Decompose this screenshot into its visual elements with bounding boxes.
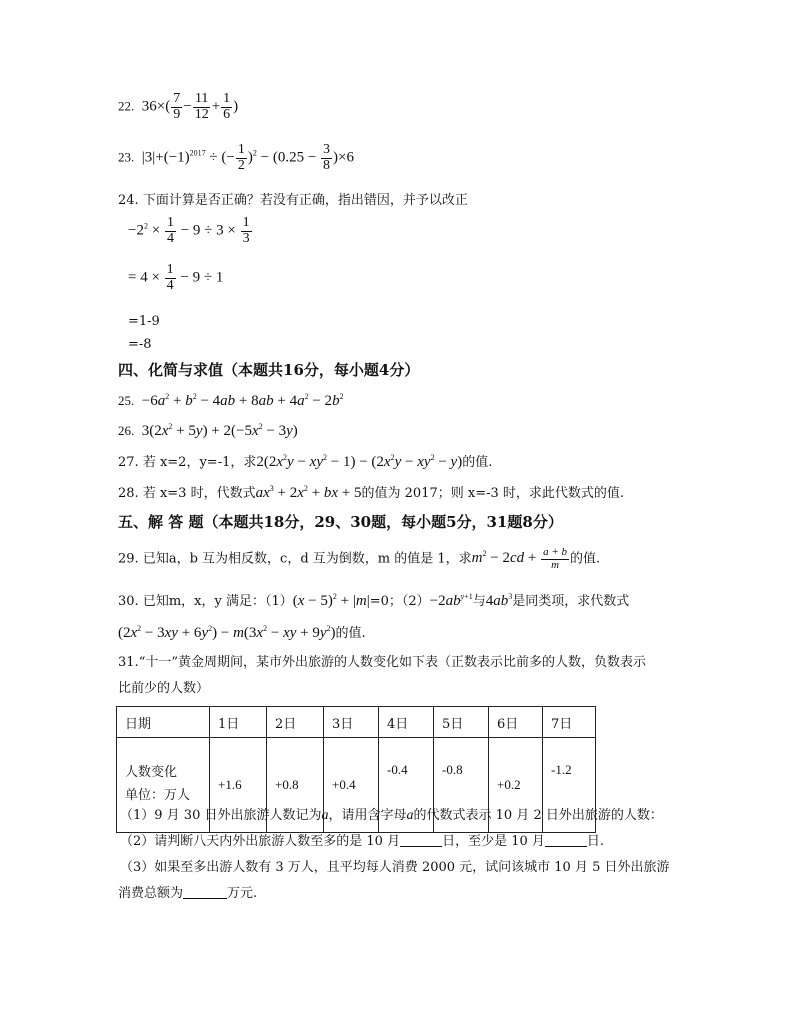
question-30-line-1: 30. 已知m，x，y 满足：$(1)(x - 5)^2 + |m|=0$；$(2)-2ab^{y+1}$与$4ab^3$是同类项，求代数式 bbox=[118, 592, 630, 609]
question-29: 29. 已知a，b 互为相反数，c，d 互为倒数，m 的值是 1，求$m^2 - 2cd$ + $\frac{a + b}{m}$ 的值. bbox=[118, 546, 601, 571]
question-number: 27. bbox=[118, 455, 139, 470]
question-number: 30. bbox=[118, 594, 139, 609]
question-31-part-1: （1）9 月 30 日外出旅游人数记为a，请用含字母a的代数式表示 10 月 2 日外出旅游的人数： bbox=[120, 808, 663, 823]
table-cell: +1.6 bbox=[210, 738, 267, 833]
table-header-cell: 4日 bbox=[379, 707, 434, 738]
question-number: 25. bbox=[118, 393, 135, 408]
calc-step-3: =1-9 bbox=[128, 314, 160, 329]
question-28: 28. 若 x=3 时，代数式$ax^3 + 2x^2$ + bx + 5的值为 2017；则 x=-3 时，求此代数式的值. bbox=[118, 484, 625, 501]
table-cell: +0.4 bbox=[324, 738, 379, 833]
question-26: 26. $3(2x^2 + 5y) + 2(-5x^2 - 3y)$ bbox=[118, 422, 298, 439]
question-22: 22. 36×( $\frac{7}{9}$ − $\frac{11}{12}$ + $\frac{1}{6}$ ) bbox=[118, 91, 239, 122]
table-cell: -0.8 bbox=[434, 738, 489, 833]
question-number: 26. bbox=[118, 423, 135, 438]
question-number: 29. bbox=[118, 551, 139, 567]
question-31-part-3-line-2: 消费总额为 万元. bbox=[118, 886, 258, 901]
calc-step-1: $-2^2$ × $\frac{1}{4}$ − 9 ÷ 3 × $\frac{1}{3}$ bbox=[128, 215, 250, 246]
table-cell: +0.8 bbox=[267, 738, 324, 833]
section-heading-5: 五、解 答 题（本题共18分，29、30题，每小题5分，31题8分） bbox=[118, 513, 563, 531]
question-24 bbox=[118, 193, 468, 209]
question-31-part-2: （2）请判断八天内外出旅游人数至多的是 10 月 日，至少是 10 月 日. bbox=[120, 834, 605, 849]
table-header-cell: 日期 bbox=[117, 707, 210, 738]
question-31-line-2: 比前少的人数） bbox=[118, 681, 210, 696]
question-27: 27. 若 x=2，y=-1，求$2(2x^2y - xy^2 - 1) - (2x^2y - xy^2 - y)$的值. bbox=[118, 453, 493, 470]
table-cell: -1.2 bbox=[543, 738, 596, 833]
question-number: 22. bbox=[118, 98, 135, 114]
question-23: 23. $|3|+(-1)^{2017}$ ÷ (− $\frac{1}{2}$ )$^2$ − (0.25 − $\frac{3}{8}$ )×6 bbox=[118, 142, 354, 173]
question-31-part-3: （3）如果至多出游人数有 3 万人，且平均每人消费 2000 元，试问该城市 10 月 5 日外出旅游 bbox=[120, 860, 670, 875]
table-row-label: 人数变化 单位：万人 bbox=[117, 738, 210, 833]
section-heading-4: 四、化简与求值（本题共16分，每小题4分） bbox=[118, 361, 420, 379]
question-text: 下面计算是否正确？若没有正确，指出错因，并予以改正 bbox=[142, 193, 468, 208]
question-number: 28. bbox=[118, 486, 139, 501]
table-row bbox=[117, 707, 596, 738]
table-header-cell: 5日 bbox=[434, 707, 489, 738]
question-25: 25. $-6a^2 + b^2 - 4ab + 8ab + 4a^2 - 2b^2$ bbox=[118, 392, 344, 409]
question-number: 23. bbox=[118, 149, 135, 165]
table-cell: +0.2 bbox=[489, 738, 543, 833]
table-header-cell: 2日 bbox=[267, 707, 324, 738]
question-30-line-2: $(2x^2 - 3xy + 6y^2) - m(3x^2$ − xy + $9y^2$)的值. bbox=[118, 624, 366, 641]
answer-blank[interactable] bbox=[400, 834, 442, 847]
table-header-cell: 3日 bbox=[324, 707, 379, 738]
table-header-cell: 1日 bbox=[210, 707, 267, 738]
answer-blank[interactable] bbox=[183, 886, 227, 899]
table-header-cell: 6日 bbox=[489, 707, 543, 738]
calc-step-4: =-8 bbox=[128, 337, 152, 352]
question-31-line-1: 31.“十一”黄金周期间，某市外出旅游的人数变化如下表（正数表示比前多的人数，负数表示 bbox=[118, 655, 646, 670]
table-cell: -0.4 bbox=[379, 738, 434, 833]
question-number: 24. bbox=[118, 193, 139, 208]
answer-blank[interactable] bbox=[545, 834, 587, 847]
question-number: 31. bbox=[118, 655, 139, 670]
calc-step-2: = 4 × $\frac{1}{4}$ − 9 ÷ 1 bbox=[128, 262, 224, 293]
table-header-cell: 7日 bbox=[543, 707, 596, 738]
